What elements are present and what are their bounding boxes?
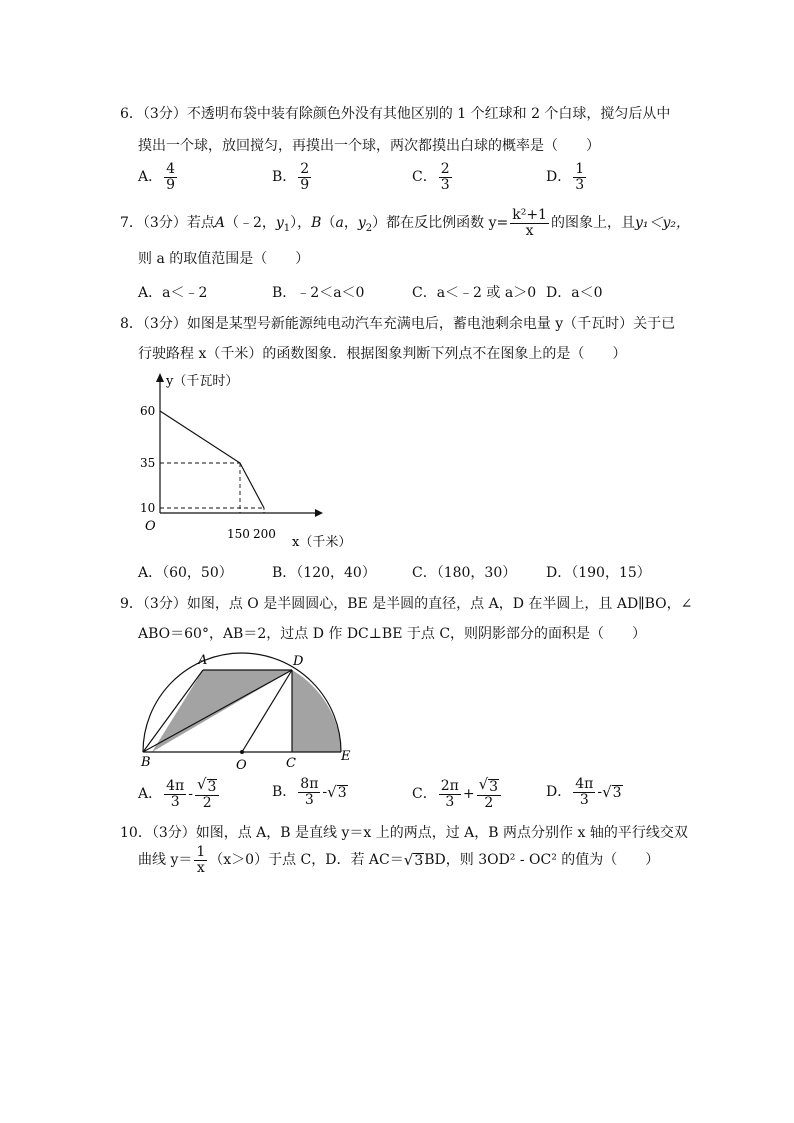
- q9-option-d[interactable]: D． $\frac{4\pi}{3}$ - √ 3: [546, 776, 622, 808]
- q7-line2: 则 a 的取值范围是（ ）: [138, 251, 310, 267]
- y-axis-arrow: [156, 373, 164, 382]
- q9-line2: ABO＝60°，AB＝2，过点 D 作 DC⊥BE 于点 C，则阴影部分的面积是（ ）: [138, 626, 647, 642]
- x-axis-arrow: [315, 509, 323, 517]
- q8-line1: 8．（3分）如图是某型号新能源纯电动汽车充满电后，蓄电池剩余电量 y（千瓦时）关于已: [120, 316, 676, 332]
- x-axis-label: x（千米）: [292, 535, 352, 550]
- q6-option-a[interactable]: A． $\frac{4}{9}$: [138, 161, 176, 193]
- q6-option-c[interactable]: C． $\frac{2}{3}$: [412, 161, 450, 193]
- y-axis-label: y（千瓦时）: [166, 374, 239, 389]
- label-d: D: [293, 654, 304, 669]
- graph-line: [160, 411, 264, 508]
- y-tick-35: 35: [140, 456, 156, 470]
- x-tick-150: 150: [227, 527, 250, 541]
- label-e: E: [341, 749, 351, 764]
- q6-option-d[interactable]: D． $\frac{1}{3}$: [546, 161, 585, 193]
- center-point: [240, 750, 244, 754]
- q9-option-a[interactable]: A． $\frac{4\pi}{3}$ - √ 3 2: [138, 777, 221, 811]
- y-tick-10: 10: [140, 501, 156, 515]
- q10-line2: 曲线 y＝ $\frac{1}{x}$ （x＞0）于点 C，D．若 AC＝ √ 3 BD，则 3OD² - OC² 的值为（ ）: [138, 844, 660, 876]
- q8-option-b[interactable]: B．（120，40）: [272, 565, 376, 581]
- q10-line1: 10．（3分）如图，点 A，B 是直线 y＝x 上的两点，过 A，B 两点分别作 x 轴的平行线交双: [120, 825, 688, 841]
- label-o: O: [236, 758, 247, 773]
- q7-option-a[interactable]: A．a＜﹣2: [138, 285, 208, 301]
- q9-line1: 9．（3分）如图，点 O 是半圆圆心，BE 是半圆的直径，点 A，D 在半圆上，且 AD∥BO，∠: [120, 596, 693, 612]
- q10-fraction: $\frac{1}{x}$: [196, 844, 206, 876]
- x-tick-200: 200: [253, 527, 276, 541]
- q7-option-c[interactable]: C．a＜﹣2 或 a＞0: [412, 285, 537, 301]
- q9-option-c[interactable]: C． $\frac{2\pi}{3}$ + √ 3 2: [412, 777, 503, 811]
- q7-option-b[interactable]: B．﹣2＜a＜0: [272, 285, 365, 301]
- q6-line1: 6．（3分）不透明布袋中装有除颜色外没有其他区别的 1 个红球和 2 个白球，搅匀后从中: [120, 106, 671, 122]
- q8-option-a[interactable]: A．（60，50）: [138, 565, 233, 581]
- q8-option-d[interactable]: D．（190，15）: [546, 565, 651, 581]
- origin-label: O: [145, 519, 156, 534]
- q8-graph: [135, 368, 352, 553]
- label-c: C: [286, 756, 296, 771]
- label-b: B: [141, 755, 151, 770]
- q7-option-d[interactable]: D．a＜0: [546, 285, 603, 301]
- q9-figure: [135, 648, 365, 773]
- q9-option-b[interactable]: B． $\frac{8\pi}{3}$ - √ 3: [272, 776, 347, 808]
- shaded-segment: [292, 670, 341, 752]
- q6-line2: 摸出一个球，放回搅匀，再摸出一个球，两次都摸出白球的概率是（ ）: [138, 138, 600, 154]
- y-tick-60: 60: [140, 404, 156, 418]
- label-a: A: [198, 653, 208, 668]
- q7-line1: 7．（3分）若点A（﹣2，$y_1$），B（a，$y_2$）都在反比例函数 y= $\frac{\text{k²+1}}{x}$ 的图象上，且y₁＜y₂，: [120, 207, 690, 239]
- q6-option-b[interactable]: B． $\frac{2}{9}$: [272, 161, 310, 193]
- q8-line2: 行驶路程 x（千米）的函数图象．根据图象判断下列点不在图象上的是（ ）: [138, 346, 627, 362]
- q7-fraction: $\frac{\text{k²+1}}{x}$: [512, 207, 547, 239]
- q8-option-c[interactable]: C．（180，30）: [412, 565, 517, 581]
